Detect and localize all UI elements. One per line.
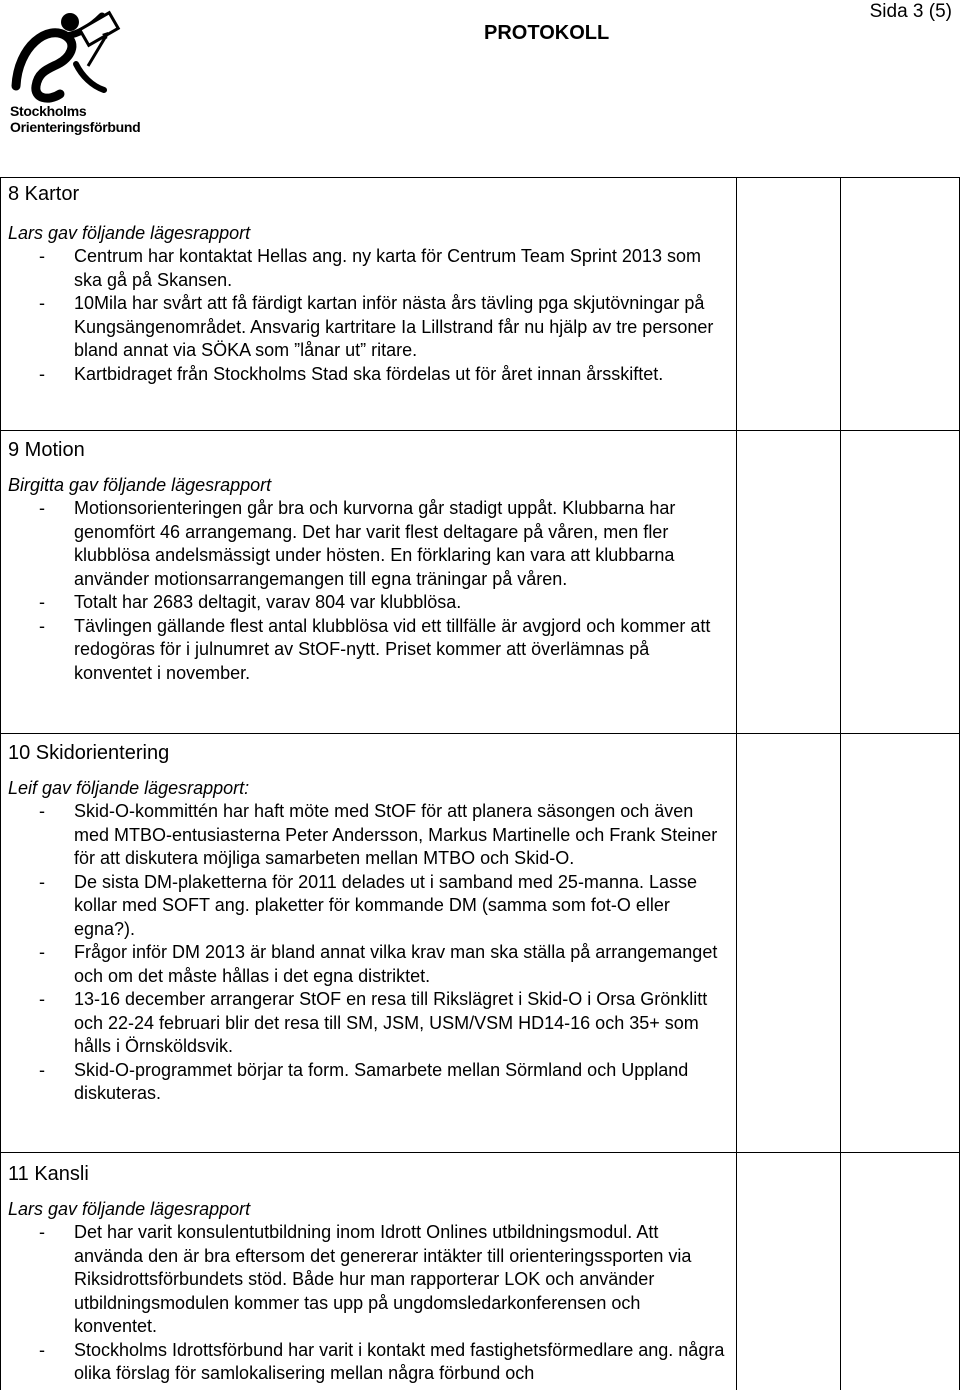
list-item: - Skid-O-kommittén har haft möte med StOF för att planera säsongen och även med MTBO-entusiasterna Peter Andersson, Markus Martinelle och Frank Steiner för att diskutera möjliga samarbeten mellan MTBO och Skid-O. [39,801,718,868]
list-item-text: Det har varit konsulentutbildning inom Idrott Onlines utbildningsmodul. Att använda den är bra eftersom det genererar intäkter till orienteringssporten via Riksidrottsförbundets stöd. Både hur man rapporterar LOK och använder utbildningsmodulen kommer tas upp på ungdomsledarkonferensen och konventet. [74,1222,692,1336]
list-item: - Kartbidraget från Stockholms Stad ska fördelas ut för året innan årsskiftet. [39,363,664,384]
list-item-text: Kartbidraget från Stockholms Stad ska fördelas ut för året innan årsskiftet. [74,363,664,384]
row-divider-1 [0,430,960,431]
list-item-text: Totalt har 2683 deltagit, varav 804 var klubblösa. [74,592,462,612]
list-item-text: Stockholms Idrottsförbund har varit i kontakt med fastighetsförmedlare ang. några olika förslag för samlokalisering mellan några förbund och [74,1339,725,1383]
list-item-text: Skid-O-programmet börjar ta form. Samarbete mellan Sörmland och Uppland diskuteras. [74,1059,689,1103]
section-subtitle: Leif gav följande lägesrapport: [8,778,250,798]
section-title: 10 Skidorientering [8,742,170,764]
logo [8,6,148,134]
list-item: - Stockholms Idrottsförbund har varit i kontakt med fastighetsförmedlare ang. några olika förslag för samlokalisering mellan några förbund och [39,1339,725,1383]
logo-text-line2: Orienteringsförbund [10,119,141,135]
section-subtitle: Birgitta gav följande lägesrapport [8,475,272,495]
list-item-text: Centrum har kontaktat Hellas ang. ny karta för Centrum Team Sprint 2013 som ska gå på Skansen. [74,246,701,290]
list-item-text: Skid-O-kommittén har haft möte med StOF för att planera säsongen och även med MTBO-entusiasterna Peter Andersson, Markus Martinelle och Frank Steiner för att diskutera möjliga samarbeten mellan MTBO och Skid-O. [74,801,718,868]
grid-top-border [0,177,960,178]
list-item: - Frågor inför DM 2013 är bland annat vilka krav man ska ställa på arrangemanget och om det måste hållas i det egna distriktet. [39,942,718,986]
list-item: - 13-16 december arrangerar StOF en resa till Rikslägret i Skid-O i Orsa Grönklitt och 22-24 februari blir det resa till SM, JSM, USM/VSM HD14-16 och 35+ som hålls i Örnsköldsvik. [39,989,708,1056]
grid-column-divider-2 [840,177,841,1390]
list-item: - De sista DM-plaketterna för 2011 delades ut i samband med 25-manna. Lasse kollar med SOFT ang. plaketter för kommande DM (samma som fot-O eller egna?). [39,871,698,939]
section-subtitle: Lars gav följande lägesrapport [8,223,251,243]
list-item-text: Tävlingen gällande flest antal klubblösa vid ett tillfälle är avgjord och kommer att redogöras för i julnumret av StOF-nytt. Priset kommer att överlämnas på konventet i november. [74,615,711,683]
list-item: - Motionsorienteringen går bra och kurvorna går stadigt uppåt. Klubbarna har genomfört 46 arrangemang. Det har varit flest deltagare på våren, men fler klubblösa andelsmässigt under hösten. En förklaring kan vara att klubbarna använder motionsarrangemangen till egna träningar på våren. [39,498,676,589]
logo-text-line1: Stockholms [10,103,87,119]
section-title: 9 Motion [8,439,85,461]
list-item-text: Frågor inför DM 2013 är bland annat vilka krav man ska ställa på arrangemanget och om det måste hållas i det egna distriktet. [74,942,718,986]
section-kartor [8,182,728,386]
list-item: - Skid-O-programmet börjar ta form. Samarbete mellan Sörmland och Uppland diskuteras. [39,1059,689,1103]
section-skidorientering [8,741,728,1106]
list-item-text: De sista DM-plaketterna för 2011 delades ut i samband med 25-manna. Lasse kollar med SOFT ang. plaketter för kommande DM (samma som fot-O eller egna?). [74,871,698,939]
grid-column-divider-1 [736,177,737,1390]
orienteer-logo-icon [8,6,148,106]
list-item: - Tävlingen gällande flest antal klubblösa vid ett tillfälle är avgjord och kommer att redogöras för i julnumret av StOF-nytt. Priset kommer att överlämnas på konventet i november. [39,615,711,683]
grid-left-border [0,177,1,1390]
list-item: - Centrum har kontaktat Hellas ang. ny karta för Centrum Team Sprint 2013 som ska gå på Skansen. [39,246,701,290]
row-divider-2 [0,733,960,734]
list-item-text: 13-16 december arrangerar StOF en resa till Rikslägret i Skid-O i Orsa Grönklitt och 22-24 februari blir det resa till SM, JSM, USM/VSM HD14-16 och 35+ som hålls i Örnsköldsvik. [74,989,708,1056]
section-title: 11 Kansli [8,1163,89,1185]
row-divider-3 [0,1152,960,1153]
list-item: - Det har varit konsulentutbildning inom Idrott Onlines utbildningsmodul. Att använda den är bra eftersom det genererar intäkter till orienteringssporten via Riksidrottsförbundets stöd. Både hur man rapporterar LOK och använder utbildningsmodulen kommer tas upp på ungdomsledarkonferensen och konventet. [39,1222,692,1336]
section-subtitle: Lars gav följande lägesrapport [8,1199,251,1219]
logo-text [10,103,140,135]
document-title: PROTOKOLL [484,22,610,44]
section-kansli [8,1162,728,1386]
list-item: - 10Mila har svårt att få färdigt kartan inför nästa års tävling pga skjutövningar på Kungsängenområdet. Ansvarig kartritare Ia Lillstrand får nu hjälp av tre personer bland annat via SÖKA som ”lånar ut” ritare. [39,293,714,360]
section-title: 8 Kartor [8,183,80,205]
list-item: - Totalt har 2683 deltagit, varav 804 var klubblösa. [39,592,462,612]
section-motion [8,438,728,685]
list-item-text: Motionsorienteringen går bra och kurvorna går stadigt uppåt. Klubbarna har genomfört 46 arrangemang. Det har varit flest deltagare på våren, men fler klubblösa andelsmässigt under hösten. En förklaring kan vara att klubbarna använder motionsarrangemangen till egna träningar på våren. [74,498,676,589]
list-item-text: 10Mila har svårt att få färdigt kartan inför nästa års tävling pga skjutövningar på Kungsängenområdet. Ansvarig kartritare Ia Lillstrand får nu hjälp av tre personer bland annat via SÖKA som ”lånar ut” ritare. [74,293,714,360]
page-number: Sida 3 (5) [869,1,952,22]
